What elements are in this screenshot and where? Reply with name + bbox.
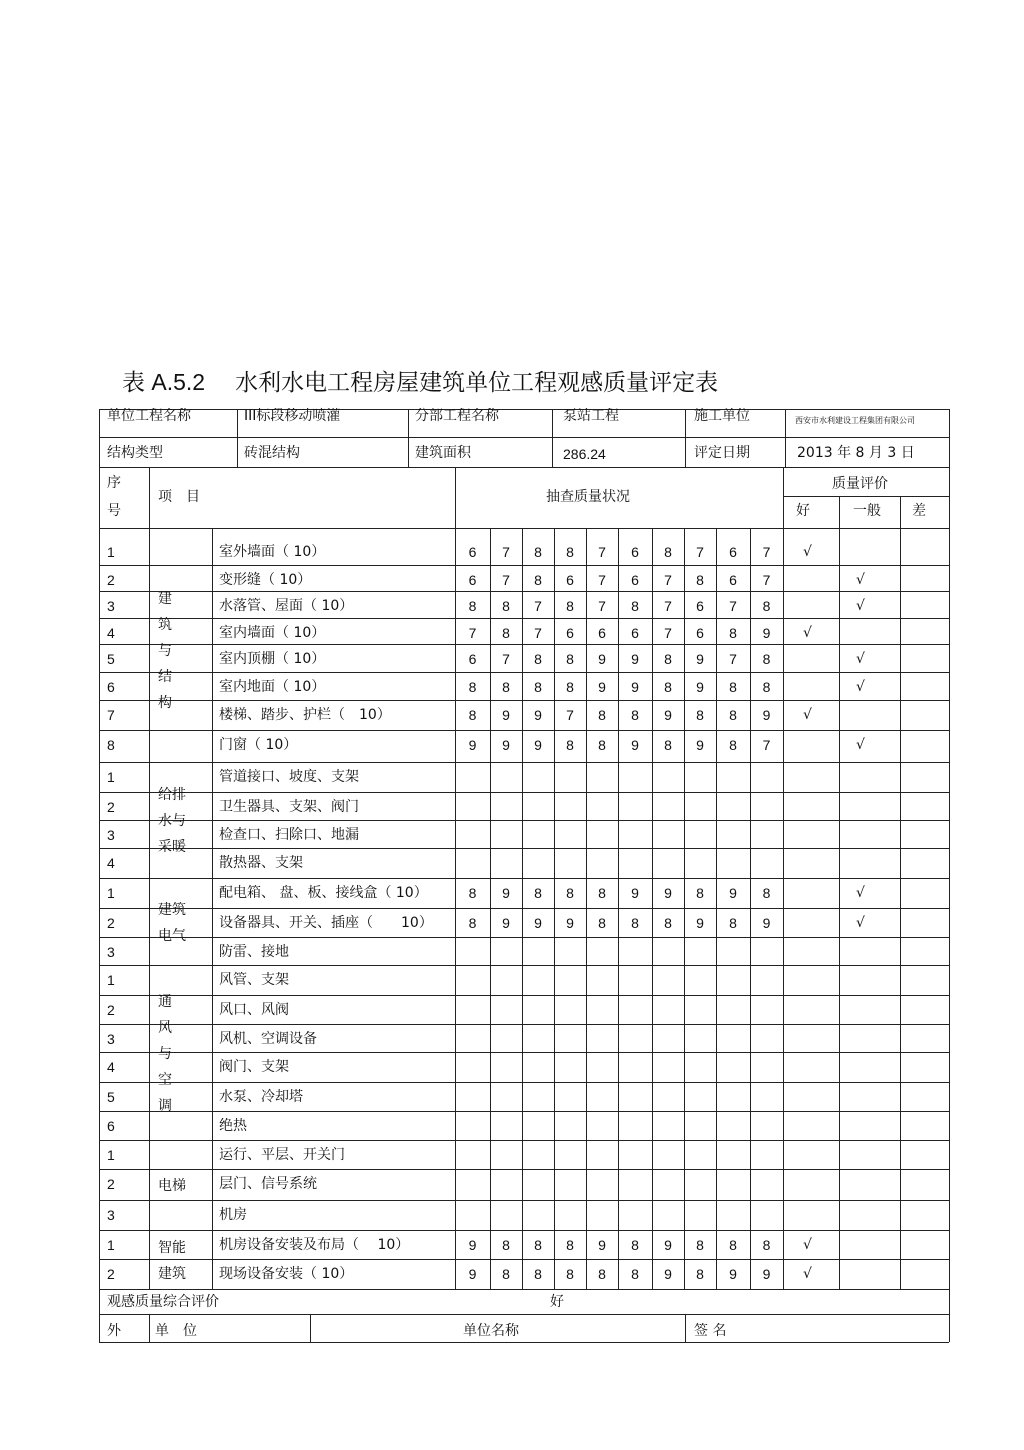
row-item: 机房 [219,1207,247,1223]
page-title [122,364,718,397]
score-cell: 9 [696,651,704,667]
score-cell: 8 [696,885,704,901]
row-number: 1 [107,1147,115,1163]
structure-label: 结构类型 [107,445,163,461]
grid-line [652,528,653,1289]
score-cell: 9 [696,679,704,695]
grid-line [785,409,786,467]
score-cell: 7 [534,625,542,641]
score-cell: 9 [598,1237,606,1253]
score-cell: 8 [696,707,704,723]
row-item: 散热器、支架 [219,855,303,871]
group-name: 智能建筑 [158,1239,186,1282]
row-item: 现场设备安装（ 10） [219,1266,354,1282]
score-cell: 6 [468,572,477,588]
score-cell: 6 [729,572,737,588]
grid-line [99,672,949,673]
footer-signature: 签 名 [694,1323,727,1339]
score-cell: 9 [762,1266,771,1282]
score-cell: 8 [598,1266,606,1282]
score-cell: 8 [534,651,542,667]
score-cell: 8 [502,598,510,614]
score-cell: 8 [468,598,477,614]
score-cell: 7 [729,651,737,667]
row-item: 机房设备安装及布局（ 10） [219,1237,410,1253]
grid-line [99,820,949,821]
grid-line [783,467,784,1289]
date-label: 评定日期 [694,445,750,461]
score-cell: 7 [762,572,771,588]
grid-line [99,1024,949,1025]
grid-line [99,730,949,731]
grid-line [554,528,555,1289]
row-number: 1 [107,885,115,901]
score-cell: 9 [631,885,639,901]
score-cell: 8 [762,1237,771,1253]
row-number: 3 [107,1031,115,1047]
grid-line [99,1052,949,1053]
grid-line [149,467,150,1289]
score-cell: 8 [598,737,606,753]
score-cell: 8 [664,737,672,753]
eval-general: √ [856,572,865,588]
score-cell: 8 [664,915,672,931]
eval-general: √ [856,651,865,667]
grid-line [99,1259,949,1260]
row-number: 1 [107,1237,115,1253]
score-cell: 8 [468,679,477,695]
score-cell: 8 [762,598,771,614]
score-cell: 7 [762,544,771,560]
score-cell: 8 [534,679,542,695]
grid-line [99,700,949,701]
score-cell: 9 [534,707,542,723]
footer-unit-name: 单位名称 [463,1323,519,1339]
row-number: 3 [107,827,115,843]
row-number: 6 [107,679,115,695]
score-cell: 9 [762,915,771,931]
row-number: 4 [107,625,115,641]
grid-line [949,409,950,1342]
grid-line [149,1314,150,1342]
grid-line [783,496,949,497]
score-cell: 7 [502,572,510,588]
score-cell: 8 [696,1266,704,1282]
score-cell: 8 [598,885,606,901]
grid-line [99,848,949,849]
score-cell: 9 [598,679,606,695]
score-cell: 9 [631,679,639,695]
row-item: 风口、风阀 [219,1002,289,1018]
row-item: 层门、信号系统 [219,1176,317,1192]
score-cell: 9 [598,651,606,667]
grid-line [552,409,553,467]
grid-line [99,618,949,619]
row-number: 5 [107,651,115,667]
row-item: 配电箱、 盘、板、接线盒（ 10） [219,885,428,901]
score-cell: 9 [468,1266,477,1282]
header-no: 号 [107,503,121,519]
header-good: 好 [796,503,810,519]
score-cell: 8 [729,707,737,723]
grid-line [99,1200,949,1201]
row-number: 3 [107,1207,115,1223]
score-cell: 8 [696,1237,704,1253]
unit-project-label: 单位工程名称 [107,408,191,424]
score-cell: 6 [696,598,704,614]
row-item: 室外墙面（ 10） [219,544,326,560]
score-cell: 7 [598,598,606,614]
score-cell: 6 [631,572,639,588]
area-label: 建筑面积 [415,445,471,461]
row-number: 7 [107,707,115,723]
grid-line [99,409,100,1342]
grid-line [99,1314,949,1315]
row-item: 管道接口、坡度、支架 [219,769,359,785]
summary-value: 好 [550,1294,564,1310]
score-cell: 7 [502,544,510,560]
group-name: 建筑电气 [158,901,186,944]
row-number: 4 [107,855,115,871]
score-cell: 8 [729,737,737,753]
score-cell: 9 [664,707,672,723]
grid-line [408,409,409,467]
grid-line [99,1082,949,1083]
grid-line [212,528,213,1289]
grid-line [99,437,949,438]
score-cell: 6 [696,625,704,641]
score-cell: 8 [566,544,574,560]
score-cell: 8 [729,915,737,931]
score-cell: 9 [502,737,510,753]
eval-general: √ [856,598,865,614]
score-cell: 8 [729,679,737,695]
contractor-value: 西安市水利建设工程集团有限公司 [795,416,915,425]
score-cell: 7 [762,737,771,753]
score-cell: 9 [502,885,510,901]
score-cell: 6 [566,625,574,641]
score-cell: 7 [502,651,510,667]
group-name: 电梯 [158,1178,186,1194]
row-item: 水落管、屋面（ 10） [219,598,354,614]
score-cell: 9 [631,737,639,753]
score-cell: 6 [729,544,737,560]
header-seq: 序 [107,475,121,491]
row-item: 绝热 [219,1118,247,1134]
table-title: 水利水电工程房屋建筑单位工程观感质量评定表 [235,370,719,396]
score-cell: 8 [502,679,510,695]
row-item: 变形缝（ 10） [219,572,312,588]
grid-line [99,591,949,592]
grid-line [586,528,587,1289]
eval-good: √ [803,1237,812,1253]
score-cell: 6 [468,544,477,560]
structure-value: 砖混结构 [244,445,300,461]
group-name: 给排水与采暖 [158,787,186,855]
row-item: 检查口、扫除口、地漏 [219,827,359,843]
score-cell: 7 [598,544,606,560]
row-number: 8 [107,737,115,753]
row-number: 2 [107,572,115,588]
score-cell: 7 [534,598,542,614]
score-cell: 6 [631,625,639,641]
score-cell: 8 [729,625,737,641]
grid-line [99,565,949,566]
score-cell: 9 [468,737,477,753]
score-cell: 8 [762,651,771,667]
sub-project-value: 泵站工程 [563,408,619,424]
score-cell: 7 [664,625,672,641]
date-value: 2013 年 8 月 3 日 [797,445,915,461]
score-cell: 8 [664,544,672,560]
footer-outside: 外 [107,1323,121,1339]
table-code: 表 A.5.2 [122,369,206,395]
score-cell: 7 [664,572,672,588]
score-cell: 9 [696,915,704,931]
row-number: 2 [107,915,115,931]
score-cell: 9 [729,1266,737,1282]
score-cell: 6 [631,544,639,560]
row-item: 室内顶棚（ 10） [219,651,326,667]
row-number: 1 [107,544,115,560]
grid-line [99,1111,949,1112]
score-cell: 9 [631,651,639,667]
score-cell: 8 [534,885,542,901]
score-cell: 7 [598,572,606,588]
row-number: 2 [107,1176,115,1192]
row-item: 卫生器具、支架、阀门 [219,799,359,815]
row-number: 6 [107,1118,115,1134]
score-cell: 9 [664,1266,672,1282]
score-cell: 8 [566,885,574,901]
score-cell: 8 [566,1237,574,1253]
score-cell: 7 [566,707,574,723]
score-cell: 8 [631,1266,639,1282]
score-cell: 8 [534,1237,542,1253]
row-number: 4 [107,1059,115,1075]
header-item: 项 目 [158,489,200,505]
row-number: 2 [107,1002,115,1018]
eval-good: √ [803,1266,812,1282]
grid-line [685,1314,686,1342]
footer-unit: 单 位 [155,1323,197,1339]
row-item: 风机、空调设备 [219,1031,317,1047]
score-cell: 8 [566,598,574,614]
evaluation-table [99,409,950,1343]
score-cell: 9 [664,1237,672,1253]
score-cell: 8 [631,915,639,931]
grid-line [99,1230,949,1231]
row-item: 运行、平层、开关门 [219,1147,345,1163]
eval-general: √ [856,885,865,901]
row-item: 楼梯、踏步、护栏（ 10） [219,707,391,723]
eval-general: √ [856,679,865,695]
contractor-label: 施工单位 [694,408,750,424]
grid-line [685,409,686,467]
group-name: 建筑与结构 [158,590,172,711]
grid-line [99,528,949,529]
score-cell: 8 [664,651,672,667]
row-item: 设备器具、开关、插座（ 10） [219,915,433,931]
row-number: 1 [107,972,115,988]
score-cell: 8 [502,1266,510,1282]
score-cell: 8 [502,625,510,641]
score-cell: 9 [566,915,574,931]
score-cell: 8 [468,707,477,723]
summary-label: 观感质量综合评价 [107,1294,219,1310]
row-number: 1 [107,769,115,785]
score-cell: 8 [598,915,606,931]
score-cell: 7 [468,625,477,641]
score-cell: 7 [729,598,737,614]
score-cell: 8 [534,572,542,588]
eval-general: √ [856,737,865,753]
grid-line [99,467,949,468]
grid-line [900,496,901,1289]
eval-good: √ [803,707,812,723]
grid-line [99,1140,949,1141]
grid-line [99,762,949,763]
row-item: 风管、支架 [219,972,289,988]
row-item: 阀门、支架 [219,1059,289,1075]
grid-line [99,965,949,966]
score-cell: 8 [631,707,639,723]
grid-line [490,528,491,1289]
row-item: 室内墙面（ 10） [219,625,326,641]
score-cell: 7 [696,544,704,560]
grid-line [455,467,456,1289]
score-cell: 9 [502,915,510,931]
eval-good: √ [803,625,812,641]
row-number: 3 [107,944,115,960]
grid-line [839,496,840,1289]
grid-line [618,528,619,1289]
score-cell: 9 [729,885,737,901]
unit-project-value: III标段移动喷灌 [244,408,341,424]
score-cell: 8 [729,1237,737,1253]
score-cell: 9 [468,1237,477,1253]
score-cell: 8 [566,737,574,753]
grid-line [99,878,949,879]
score-cell: 9 [534,915,542,931]
grid-line [99,1169,949,1170]
score-cell: 9 [762,707,771,723]
score-cell: 8 [566,651,574,667]
row-number: 2 [107,1266,115,1282]
grid-line [99,995,949,996]
grid-line [522,528,523,1289]
eval-general: √ [856,915,865,931]
score-cell: 6 [566,572,574,588]
score-cell: 8 [468,915,477,931]
grid-line [310,1314,311,1342]
score-cell: 9 [534,737,542,753]
grid-line [99,644,949,645]
grid-line [99,1289,949,1290]
row-item: 防雷、接地 [219,944,289,960]
header-poor: 差 [912,503,926,519]
row-item: 室内地面（ 10） [219,679,326,695]
score-cell: 8 [631,598,639,614]
eval-good: √ [803,544,812,560]
header-quality: 质量评价 [832,476,888,492]
score-cell: 8 [534,1266,542,1282]
score-cell: 8 [598,707,606,723]
area-value: 286.24 [563,446,606,462]
score-cell: 8 [566,679,574,695]
score-cell: 8 [664,679,672,695]
grid-line [99,409,949,410]
score-cell: 8 [566,1266,574,1282]
score-cell: 9 [762,625,771,641]
score-cell: 7 [664,598,672,614]
score-cell: 8 [468,885,477,901]
grid-line [750,528,751,1289]
grid-line [237,409,238,467]
grid-line [684,528,685,1289]
score-cell: 8 [762,679,771,695]
row-number: 5 [107,1089,115,1105]
grid-line [99,908,949,909]
row-number: 2 [107,799,115,815]
score-cell: 9 [664,885,672,901]
grid-line [99,1342,949,1343]
header-general: 一般 [853,503,881,519]
grid-line [716,528,717,1289]
row-number: 3 [107,598,115,614]
group-name: 通风与空调 [158,993,172,1114]
grid-line [99,792,949,793]
score-cell: 9 [696,737,704,753]
score-cell: 8 [534,544,542,560]
grid-line [99,937,949,938]
score-cell: 8 [631,1237,639,1253]
score-cell: 8 [762,885,771,901]
row-item: 水泵、冷却塔 [219,1089,303,1105]
header-inspection: 抽查质量状况 [546,489,630,505]
sub-project-label: 分部工程名称 [415,408,499,424]
score-cell: 6 [598,625,606,641]
score-cell: 9 [502,707,510,723]
row-item: 门窗（ 10） [219,737,298,753]
score-cell: 6 [468,651,477,667]
score-cell: 8 [502,1237,510,1253]
score-cell: 8 [696,572,704,588]
